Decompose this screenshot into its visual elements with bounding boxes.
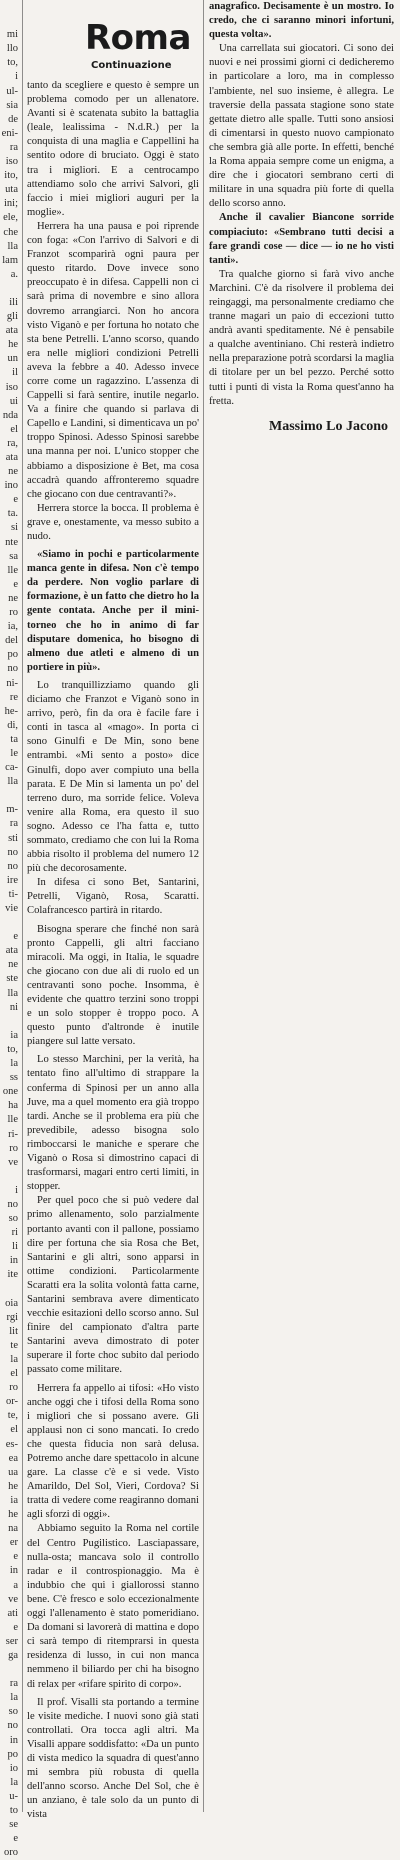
margin-fragment: le	[10, 747, 18, 759]
article-paragraph: Herrera ha una pausa e poi riprende con foga: «Con l'arrivo di Salvori e di Franzot scomparirà ogni paura per questo ritardo. Dove invece sono preoccupato è in difesa. Cappelli non ci sarà prima di novembre e sino allora dovremo arrangiarci. Non ho ancora visto Viganò e per fortuna ho notato che sta bene Petrelli. L'anno scorso, quando era nelle migliori condizioni Petrelli aveva la febbre a 40. Adesso invece corre come un ragazzino. L'assenza di Cappelli si farà sentire, inutile negarlo. Va a finire che quando si parlava di Capello e Landini, si dimenticava un po' troppo Spinosi. Adesso Spinosi sarebbe una manna per noi. L'unico stopper che abbiamo a disposizione è Bet, ma cosa accadrà quando affronteremo squadre che giocano con due centravanti?».	[27, 220, 199, 500]
margin-fragment: sa	[9, 550, 18, 562]
article-column-1	[27, 0, 199, 1821]
margin-fragment: la	[10, 1354, 18, 1365]
margin-fragment: no	[7, 663, 18, 675]
margin-fragment: ste	[6, 973, 18, 985]
margin-fragment: ni-	[6, 677, 18, 689]
article-paragraph: anagrafico. Decisamente è un mostro. Io credo, che ci saranno minori infortuni, questa volta».	[209, 1, 394, 41]
margin-fragment: uta	[5, 184, 18, 196]
margin-fragment: so	[8, 1706, 18, 1718]
margin-fragment: ire	[6, 874, 18, 886]
margin-fragment: to,	[7, 57, 18, 69]
margin-fragment	[0, 14, 20, 28]
margin-fragment: e	[13, 1833, 18, 1845]
margin-fragment: nda	[2, 409, 18, 421]
margin-fragment: el	[10, 1424, 18, 1436]
article-paragraph: Lo stesso Marchini, per la verità, ha tentato fino all'ultimo di strappare la conferma di Spinosi per un anno alla Juve, ma a quel momento era già troppo tardi. Anche se il problema era più che prevedibile, adesso bisogna solo rimboccarsi le maniche e sperare che Viganò o Rosa si dimostrino capaci di trasformarsi, magari entro certi limiti, in stopper.	[27, 1054, 199, 1193]
margin-fragment: e	[13, 1621, 18, 1633]
margin-fragment: ul-	[6, 85, 18, 97]
margin-fragment: ra,	[7, 437, 18, 449]
margin-fragment: so	[8, 1213, 18, 1225]
margin-fragment: ri	[11, 1227, 18, 1239]
margin-fragment: gli	[6, 311, 18, 323]
margin-fragment: el	[10, 423, 18, 435]
article-paragraph: tanto da scegliere e questo è sempre un problema comodo per un allenatore. Avanti si è scatenata subito la battaglia (leale, lealissima - N.d.R.) per la conquista di una maglia e Cappellini ha sentito odore di bruciato. Oggi è stato tra i migliori. E a centrocampo attendiamo solo che arrivi Salvori, gli faccio i miei migliori auguri per la moglie».	[27, 80, 199, 218]
margin-fragment: la	[10, 1692, 18, 1704]
margin-fragment: e	[13, 1551, 18, 1563]
margin-fragment: ne	[8, 959, 18, 971]
margin-fragment: ata	[5, 325, 18, 337]
margin-fragment: ia	[10, 1029, 18, 1041]
margin-fragment: ra	[9, 818, 18, 830]
article-paragraph: Herrera storce la bocca. Il problema è grave e, onestamente, va messo subito a nudo.	[27, 502, 199, 542]
margin-fragment: vie	[5, 903, 18, 914]
margin-fragment: la	[10, 1058, 18, 1070]
margin-fragment: ata	[5, 452, 18, 463]
margin-fragment: po	[7, 1748, 18, 1760]
margin-fragment: e	[13, 578, 18, 590]
margin-fragment: te,	[7, 1410, 18, 1422]
margin-fragment: u-	[9, 1790, 18, 1802]
margin-fragment: he	[8, 339, 18, 351]
margin-fragment: e	[13, 931, 18, 943]
margin-fragment: ro	[9, 607, 18, 619]
left-margin-column	[0, 0, 20, 1859]
margin-fragment: he-	[4, 705, 18, 717]
margin-fragment: il	[12, 367, 18, 379]
margin-fragment: te	[10, 1339, 18, 1351]
margin-fragment: ati	[7, 1607, 18, 1619]
margin-fragment: se	[9, 1819, 18, 1831]
margin-fragment: a	[13, 1579, 18, 1591]
margin-fragment: ui	[9, 395, 18, 407]
margin-fragment: ia	[10, 1494, 18, 1506]
margin-fragment	[0, 282, 20, 296]
article-paragraph: Abbiamo seguito la Roma nel cortile del Centro Pugilistico. Lasciapassare, nulla-osta; mancava solo il controllo radar e il controspionaggio. Ma è indubbio che qui i giallorossi stanno bene. C'è fresco e solo eccezionalmente oggi l'allenamento è stato pomeridiano. Da domani si lavorerà di mattina e dopo ci sarà tempo di ritemprarsi in questa residenza di lusso, in cui non manca nemmeno il biliardo per chi ha bisogno di relax per «rifare spirito di corpo».	[27, 1523, 199, 1690]
margin-fragment: si	[10, 522, 18, 534]
margin-fragment: no	[7, 846, 18, 858]
margin-fragment: ite	[7, 1269, 18, 1281]
column-rule-left	[22, 0, 23, 1812]
margin-fragment: eni-	[1, 127, 18, 139]
margin-fragment: che	[3, 226, 18, 238]
margin-fragment: un	[7, 353, 18, 365]
margin-fragment: ri-	[8, 1128, 18, 1140]
margin-fragment: del	[5, 635, 18, 647]
margin-fragment: la	[10, 1776, 18, 1788]
margin-fragment: ro	[9, 1382, 18, 1394]
margin-fragment: po	[7, 649, 18, 661]
margin-fragment: a.	[10, 268, 18, 280]
margin-fragment: ta.	[7, 508, 18, 520]
margin-fragment: ca-	[5, 762, 18, 774]
margin-fragment: ha	[8, 1100, 18, 1112]
column-2-body	[209, 0, 394, 409]
article-paragraph: In difesa ci sono Bet, Santarini, Petrelli, Viganò, Rosa, Scaratti. Colafrancesco partirà in ritardo.	[27, 877, 199, 917]
article-paragraph: Bisogna sperare che finché non sarà pronto Cappelli, gli altri facciano miracoli. Ma oggi, in Italia, le squadre che giocano con due ali di ruolo ed un centravanti sono poche. Insomma, è evidente che quattro terzini sono troppi e un solo stopper è troppo poco. A questo punto d'altronde è inutile piangere sul latte versato.	[27, 923, 199, 1048]
margin-fragment: ele,	[3, 212, 18, 224]
margin-fragment: lle	[7, 564, 18, 576]
margin-fragment: di,	[7, 719, 18, 731]
margin-fragment: one	[2, 1086, 18, 1098]
margin-fragment	[0, 916, 20, 930]
margin-fragment: lam	[2, 254, 18, 266]
column-1-body	[27, 79, 199, 1822]
margin-fragment: li	[12, 1241, 18, 1253]
margin-fragment: ea	[8, 1452, 18, 1464]
margin-fragment: de	[8, 113, 18, 125]
margin-fragment: e	[13, 494, 18, 506]
margin-fragment: nte	[5, 536, 18, 548]
margin-fragment	[0, 1283, 20, 1297]
margin-fragment: ini;	[3, 198, 18, 210]
margin-fragment: he	[8, 1509, 18, 1521]
margin-fragment: ve	[8, 1593, 18, 1605]
article-paragraph: Tra qualche giorno si farà vivo anche Marchini. C'è da risolvere il problema dei reingaggi, ma personalmente crediamo che tranne magari un paio di eccezioni tutto andrà avanti speditamente. Né è pensabile a qualche aventiniano. Chi resterà indietro nella preparazione potrà scordarsi la maglia di titolare per un bel pezzo. Perché sotto tutti i punti di vista la Roma quest'anno ha fretta.	[209, 268, 395, 407]
margin-fragment: ito,	[4, 170, 18, 182]
margin-fragment: i	[15, 1184, 18, 1196]
margin-fragment: no	[7, 860, 18, 872]
margin-fragment: ra	[9, 141, 18, 153]
margin-fragment: i	[15, 71, 18, 83]
margin-fragment: ra	[9, 1678, 18, 1690]
margin-fragment: re	[9, 691, 18, 703]
margin-fragment: in	[9, 1734, 18, 1746]
margin-fragment: or-	[5, 1396, 18, 1408]
margin-fragment	[0, 0, 20, 14]
margin-fragment: to	[9, 1805, 18, 1816]
margin-fragment: sia	[6, 99, 18, 111]
article-paragraph: «Siamo in pochi e particolarmente manca gente in difesa. Non c'è tempo da perdere. Non voglio parlare di formazione, è un fatto che dietro ho la gente contata. Anche per il mini-torneo che ho in animo di far disputare domenica, ho bisogno di almeno due atleti e almeno di un portiere in più».	[27, 549, 199, 673]
margin-fragment	[0, 789, 20, 803]
margin-fragment: ser	[5, 1635, 18, 1647]
article-paragraph: Herrera fa appello ai tifosi: «Ho visto anche oggi che i tifosi della Roma sono i migliori che si possano avere. Gli applausi non ci sono mancati. Io credo che questa fiducia non sarà delusa. Potremo anche dare spettacolo in alcune gare. La classe c'è e si vede. Visto Amarildo, Del Sol, Vieri, Cordova? Si tratta di vedere come reagiranno domani agli sforzi di oggi».	[27, 1382, 199, 1521]
margin-fragment: es-	[5, 1438, 18, 1450]
margin-fragment: iso	[5, 156, 18, 168]
margin-fragment: na	[8, 1523, 18, 1535]
margin-fragment: ga	[8, 1649, 18, 1661]
margin-fragment: io	[9, 1762, 18, 1774]
margin-fragment	[0, 1663, 20, 1677]
article-headline: Roma	[85, 18, 191, 58]
margin-fragment: in	[9, 1255, 18, 1267]
margin-fragment: ata	[5, 945, 18, 957]
margin-fragment: ua	[8, 1466, 18, 1478]
article-paragraph: Anche il cavalier Biancone sorride compiaciuto: «Sembrano tutti decisi a fare grandi cose — dice — io ne ho visti tanti».	[209, 212, 394, 266]
margin-fragment: ss	[9, 1072, 18, 1084]
margin-fragment: lla	[7, 987, 18, 999]
margin-fragment: lle	[7, 1114, 18, 1126]
margin-fragment: ni	[9, 1001, 18, 1013]
margin-fragment: ro	[9, 1142, 18, 1154]
margin-fragment: ia,	[7, 621, 18, 633]
article-paragraph: Una carrellata sui giocatori. Ci sono dei nuovi e nei prossimi giorni ci dedicheremo in particolare a loro, ma in complesso l'ambiente, nel suo insieme, è allegra. Le traversie della passata stagione sono state gettate dietro alle spalle. Tutti sono ansiosi di cimentarsi in questo nuovo campionato che sembra già alle porte. In effetti, benché la Roma appaia sempre come un enigma, a dire che i giocatori sembrano certi di militare in una squadra più forte di quella dello scorso anno.	[209, 43, 394, 210]
margin-fragment: no	[7, 1198, 18, 1210]
margin-fragment: no	[7, 1720, 18, 1732]
margin-fragment: ti-	[8, 888, 18, 900]
margin-fragment: m-	[6, 804, 18, 816]
margin-fragment: ne	[8, 592, 18, 604]
article-paragraph: Per quel poco che si può vedere dal primo allenamento, solo parzialmente portanto avanti con il pallone, possiamo dire per fortuna che sia Rosa che Bet, Santarini e gli altri, sono apparsi in ottime condizioni. Particolarmente Scaratti era la solita volontà fatta carne, Santarini sembrava avere dimenticato vecchie esitazioni dello scorso anno. Sul finire del campionato d'altra parte Santarini aveva dimostrato di poter superare il forte choc subito dal periodo passato come militare.	[27, 1195, 199, 1376]
margin-fragment: llo	[6, 43, 18, 55]
margin-fragment: he	[8, 1480, 18, 1492]
margin-fragment: ino	[4, 480, 18, 492]
margin-fragment	[0, 1015, 20, 1029]
margin-fragment: lla	[7, 240, 18, 252]
margin-fragment: lla	[7, 776, 18, 788]
margin-fragment: ta	[10, 733, 18, 745]
margin-fragment: ne	[8, 466, 18, 478]
article-subhead: Continuazione	[91, 60, 172, 71]
article-paragraph: Lo tranquillizziamo quando gli diciamo che Franzot e Viganò sono in arrivo, però, fin da ora è facile fare i conti in tasca al «mago». In porta ci sono Ginulfi e De Min, sono bene entrambi. «Mi sento a posto» dice Ginulfi, dopo aver compiuto una bella parata. E De Min si lamenta un po' del terreno duro, ma sorride felice. Voleva venire alla Roma, era questo il suo sogno. Adesso ce l'ha fatta e, tutto sommato, crediamo che con lui la Roma abbia risolto il problema del numero 12 più che decorosamente.	[27, 679, 199, 875]
margin-fragment: er	[9, 1537, 18, 1549]
margin-fragment: in	[9, 1565, 18, 1577]
margin-fragment: ve	[8, 1156, 18, 1168]
margin-fragment	[0, 1170, 20, 1184]
margin-fragment: iso	[5, 381, 18, 393]
margin-fragment: rgi	[6, 1311, 18, 1323]
margin-fragment: oia	[5, 1297, 18, 1309]
margin-fragment: to,	[7, 1043, 18, 1055]
author-signature: Massimo Lo Jacono	[269, 418, 388, 434]
margin-fragment: lit	[9, 1325, 18, 1337]
margin-fragment: ili	[9, 296, 18, 308]
margin-fragment: sti	[8, 832, 18, 844]
margin-fragment: mi	[6, 29, 18, 41]
article-column-2	[209, 0, 394, 1812]
column-rule-right	[203, 0, 204, 1812]
margin-fragment: el	[10, 1368, 18, 1380]
margin-fragment: oro	[4, 1847, 18, 1859]
article-paragraph: Il prof. Visalli sta portando a termine le visite mediche. I nuovi sono già stati controllati. Ora tocca agli altri. Ma Visalli appare soddisfatto: «Da un punto di vista medico la squadra di quest'anno mi sembra più robusta di quella dell'anno scorso. Anche Del Sol, che è un anziano, è tale solo da un punto di vista	[27, 1696, 199, 1821]
